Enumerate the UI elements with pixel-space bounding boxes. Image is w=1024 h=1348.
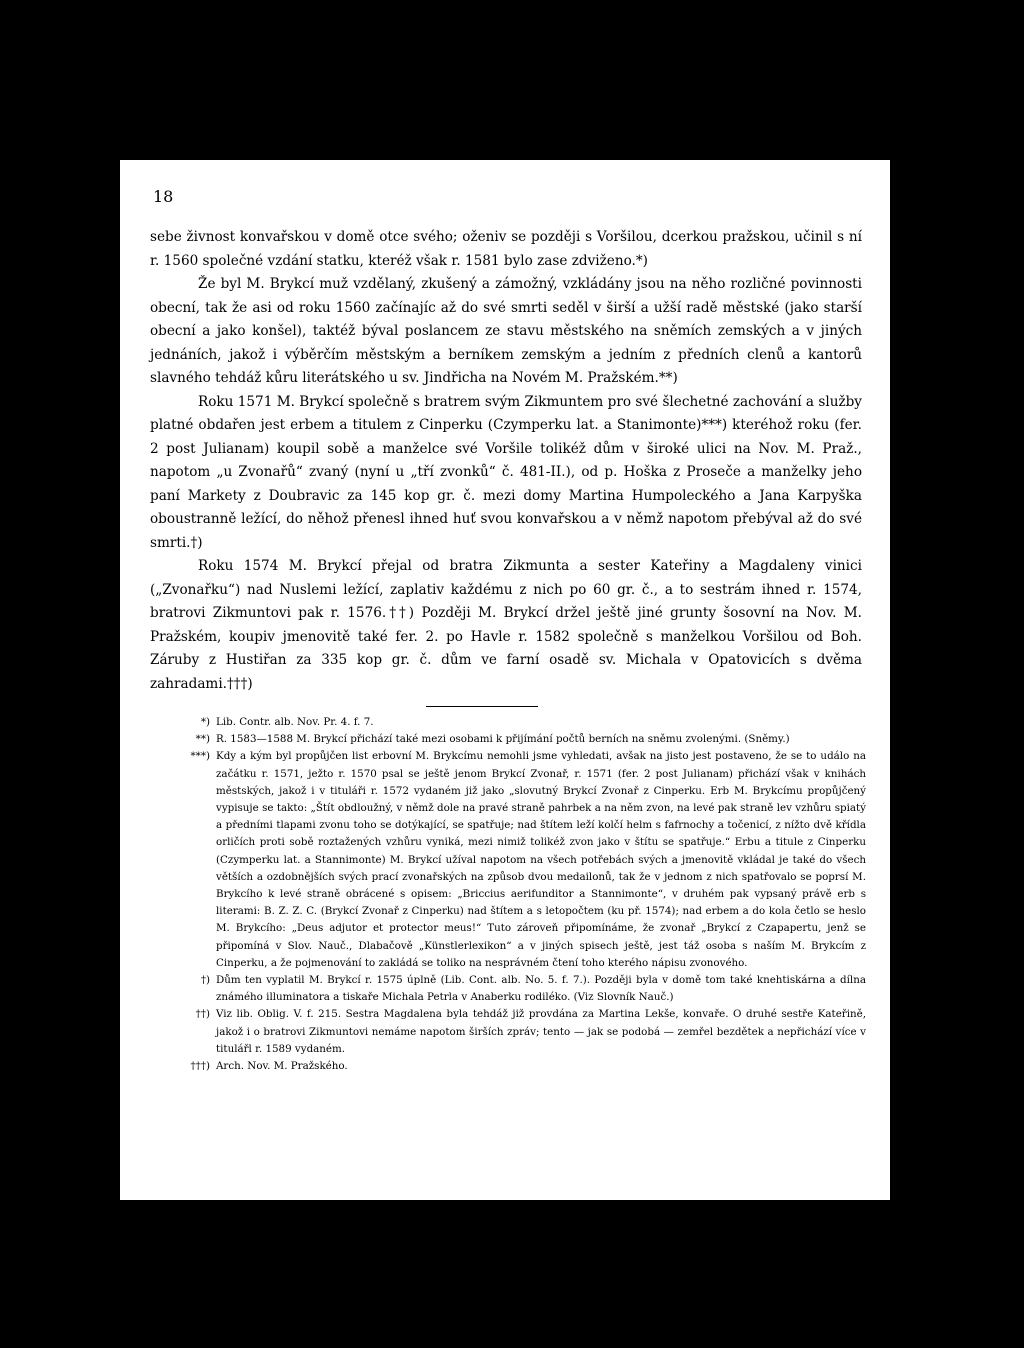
footnote [150, 748, 866, 972]
page-number: 18 [153, 187, 174, 206]
main-text [150, 226, 862, 696]
footnote-text: Arch. Nov. M. Pražského. [216, 1060, 348, 1073]
footnote-divider [426, 706, 538, 707]
footnote-mark: †††) [190, 1060, 210, 1073]
paragraph: Roku 1574 M. Brykcí přejal od bratra Zikmunta a sester Kateřiny a Magdaleny vinici („Zvonařku“) nad Nuslemi ležící, zaplativ každému z nich po 60 gr. č., a to sestrám ihned r. 1574, bratrovi Zikmuntovi pak r. 1576.††) Později M. Brykcí držel ještě jiné grunty šosovní na Nov. M. Pražském, koupiv jmenovitě také fer. 2. po Havle r. 1582 společně s manželkou Voršilou od Boh. Záruby z Hustiřan za 335 kop gr. č. dům ve farní osadě sv. Michala v Opatovicích s dvěma zahradami.†††) [150, 558, 862, 692]
footnote [150, 1058, 866, 1075]
footnote [150, 972, 866, 1006]
footnote-text: Dům ten vyplatil M. Brykcí r. 1575 úplně (Lib. Cont. alb. No. 5. f. 7.). Později byla v domě tom také knehtiskárna a dílna známého illuminatora a tiskaře Michala Petrla v Anaberku rodiléko. (Viz Slovník Nauč.) [216, 974, 866, 1004]
footnote-mark: †) [200, 974, 210, 987]
footnote-text: Viz lib. Oblig. V. f. 215. Sestra Magdalena byla tehdáž již provdána za Martina Lekše, konvaře. O druhé sestře Kateřině, jakož i o bratrovi Zikmuntovi nemáme napotom širších zpráv; tento — jak se podobá — zemřel bezdětek a nepřichází více v titulářl r. 1589 vydaném. [216, 1008, 866, 1055]
paragraph: Že byl M. Brykcí muž vzdělaný, zkušený a zámožný, vzkládány jsou na něho rozličné povinnosti obecní, tak že asi od roku 1560 začínajíc až do své smrti seděl v širší a užší radě městské (jako starší obecní a jako konšel), taktéž býval poslancem ze stavu městského na sněmích zemských a v jiných jednáních, jakož i výběrčím městským a berníkem zemským a jedním z předních clenů a kantorů slavného tehdáž kůru literátského u sv. Jindřicha na Novém M. Pražském.**) [150, 276, 862, 386]
footnote-text: Lib. Contr. alb. Nov. Pr. 4. f. 7. [216, 716, 374, 728]
footnote-mark: **) [195, 733, 210, 746]
paragraph: sebe živnost konvařskou v domě otce svého; oženiv se později s Voršilou, dcerkou pražskou, učinil s ní r. 1560 společné vzdání statku, kteréž však r. 1581 bylo zase zdviženo.*) [150, 229, 862, 269]
footnotes [150, 714, 866, 1075]
footnote-text: R. 1583—1588 M. Brykcí přichází také mezi osobami k přijímání počtů berních na sněmu zvolenými. (Sněmy.) [216, 733, 790, 746]
footnote-mark: *) [200, 716, 210, 728]
footnote-text: Kdy a kým byl propůjčen list erbovní M. Brykcímu nemohli jsme vyhledati, avšak na jisto jest postaveno, že se to událo na začátku r. 1571, ježto r. 1570 psal se ještě jenom Brykcí Zvonař, r. 1571 (fer. 2 post Julianam) přichází však v knihách městských, jakož i v tituláři r. 1572 vydaném již jako „slovutný Brykcí Zvonař z Cinperku. Erb M. Brykcímu propůjčený vypisuje se takto: „Štít obdloužný, v němž dole na pravé straně pahrbek a na něm zvon, na levé pak straně lev vzhůru spiatý a předními tlapami zvonu toho se dotýkající, se spatřuje; nad štítem leží kolčí helm s fafrnochy a točenicí, z nížto dvě křídla orličích proti sobě roztažených vzhůru vyniká, mezi nimiž tolikéž zvon jako v štítu se spatřuje.“ Erbu a titule z Cinperku (Czymperku lat. a Stannimonte) M. Brykcí užíval napotom na všech potřebách svých a jmenovitě vkládal je také do všech větších a ozdobnějších svých prací zvonařských na způsob dvou medailonů, tak že v jednom z nich spatřovalo se poprsí M. Brykcího k levé straně obrácené s opisem: „Briccius aerifunditor a Stannimonte“, v druhém pak vypsaný právě erb s literami: B. Z. Z. C. (Brykcí Zvonař z Cinperku) nad štítem a s letopočtem (ku př. 1574); nad erbem a do kola četlo se heslo M. Brykcího: „Deus adjutor et protector meus!“ Tuto zároveň připomínáme, že zvonař „Brykcí z Czapapertu, jenž se připomíná v Slov. Nauč., Dlabačově „Künstlerlexikon“ a v jiných spisech ještě, jest táž osoba s naším M. Brykcím z Cinperku, a že pojmenování to zakládá se toliko na nesprávném čtení toho kterého nápisu zvonového. [216, 750, 866, 969]
footnote [150, 714, 866, 731]
footnote-mark: ***) [190, 750, 210, 763]
footnote [150, 1006, 866, 1058]
paragraph: Roku 1571 M. Brykcí společně s bratrem svým Zikmuntem pro své šlechetné zachování a služby platné obdařen jest erbem a titulem z Cinperku (Czymperku lat. a Stanimonte)***) kteréhož roku (fer. 2 post Julianam) koupil sobě a manželce své Voršile tolikéž dům v široké ulici na Nov. M. Praž., napotom „u Zvonařů“ zvaný (nyní u „tří zvonků“ č. 481-II.), od p. Hoška z Proseče a manželky jeho paní Markety z Doubravic za 145 kop gr. č. mezi domy Martina Humpoleckého a Jana Karpyška oboustranně ležící, do něhož přenesl ihned huť svou konvařskou a v němž napotom přebýval až do své smrti.†) [150, 393, 862, 551]
footnote [150, 731, 866, 748]
footnote-mark: ††) [195, 1008, 210, 1021]
